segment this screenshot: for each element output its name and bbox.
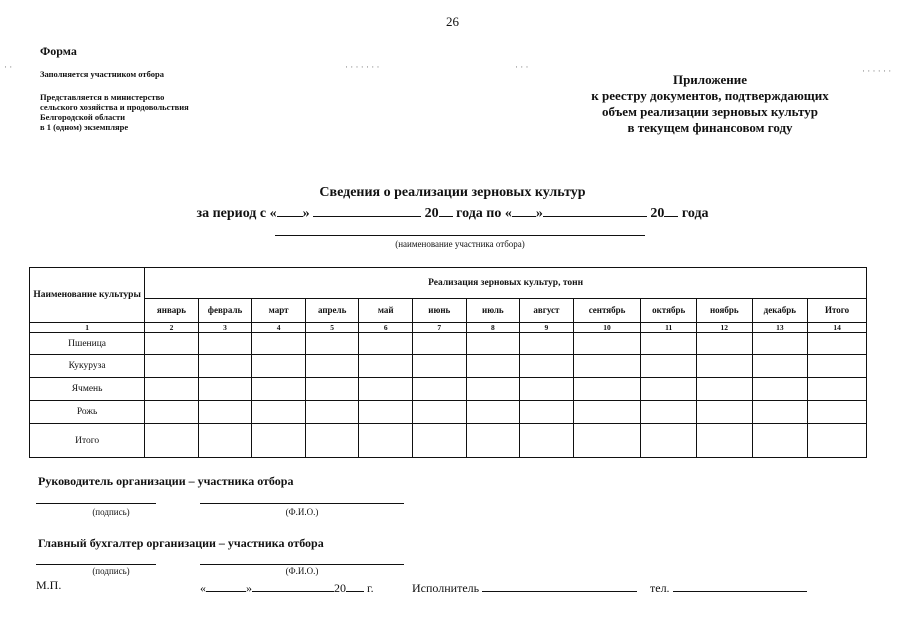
period-text: года по « — [452, 206, 512, 221]
phone-label: тел. — [650, 581, 670, 595]
submitted-line: сельского хозяйства и продовольствия — [40, 102, 189, 112]
scan-dots: · · · · · · — [862, 66, 892, 76]
form-label: Форма — [40, 44, 77, 58]
month-header: июнь — [413, 298, 467, 323]
period-text: 20 — [650, 206, 665, 221]
accountant-signature-line[interactable] — [36, 564, 156, 565]
crop-name: Пшеница — [30, 333, 145, 354]
data-cell[interactable] — [305, 354, 359, 377]
data-cell[interactable] — [696, 424, 752, 458]
month-header: октябрь — [641, 298, 697, 323]
date-text: г. — [364, 581, 374, 595]
year-to-blank[interactable] — [664, 203, 678, 217]
appendix-line: в текущем финансовом году — [627, 120, 793, 135]
appendix-line: объем реализации зерновых культур — [602, 104, 818, 119]
data-cell[interactable] — [808, 400, 867, 423]
month-header: август — [520, 298, 574, 323]
submitted-to-note — [40, 92, 260, 132]
column-number: 13 — [752, 323, 808, 333]
data-cell[interactable] — [359, 378, 413, 400]
month-header: сентябрь — [573, 298, 641, 323]
month-header: апрель — [305, 298, 359, 323]
month-header: март — [252, 298, 306, 323]
data-cell[interactable] — [696, 333, 752, 354]
date-day-blank[interactable] — [206, 578, 246, 592]
data-cell[interactable] — [359, 424, 413, 458]
group-header: Реализация зерновых культур, тонн — [145, 268, 867, 299]
scan-dots: · · — [4, 62, 13, 72]
date-text: » — [246, 581, 252, 595]
data-cell[interactable] — [808, 424, 867, 458]
data-cell[interactable] — [252, 378, 306, 400]
submitted-line: Представляется в министерство — [40, 92, 165, 102]
appendix-line: к реестру документов, подтверждающих — [591, 88, 829, 103]
data-cell[interactable] — [252, 354, 306, 377]
data-cell[interactable] — [573, 378, 641, 400]
data-cell[interactable] — [520, 354, 574, 377]
data-cell[interactable] — [466, 424, 520, 458]
column-number: 8 — [466, 323, 520, 333]
data-cell[interactable] — [145, 378, 199, 400]
data-cell[interactable] — [696, 378, 752, 400]
data-cell[interactable] — [413, 424, 467, 458]
column-number: 10 — [573, 323, 641, 333]
head-signature-title: Руководитель организации – участника отбора — [38, 474, 294, 488]
period-line — [0, 203, 905, 222]
data-cell[interactable] — [466, 378, 520, 400]
column-number: 9 — [520, 323, 574, 333]
column-number: 2 — [145, 323, 199, 333]
month-from-blank[interactable] — [313, 203, 421, 217]
stamp-label: М.П. — [36, 578, 62, 592]
period-text: » — [302, 206, 310, 221]
data-cell[interactable] — [466, 333, 520, 354]
data-cell[interactable] — [573, 333, 641, 354]
crop-name: Итого — [30, 424, 145, 458]
accountant-name-line[interactable] — [200, 564, 404, 565]
period-text: за период с « — [196, 206, 277, 221]
signature-caption: (подпись) — [92, 507, 130, 517]
data-cell[interactable] — [413, 333, 467, 354]
document-title: Сведения о реализации зерновых культур — [319, 185, 586, 200]
scan-dots: · · · · · · · — [345, 62, 380, 72]
data-cell[interactable] — [198, 378, 252, 400]
column-number: 3 — [198, 323, 252, 333]
head-name-line[interactable] — [200, 503, 404, 504]
crop-name: Ячмень — [30, 378, 145, 400]
data-cell[interactable] — [752, 354, 808, 377]
data-cell[interactable] — [145, 400, 199, 423]
date-line — [200, 578, 374, 596]
data-cell[interactable] — [145, 354, 199, 377]
data-cell[interactable] — [466, 354, 520, 377]
column-number: 1 — [30, 323, 145, 333]
column-number: 4 — [252, 323, 306, 333]
data-cell[interactable] — [641, 400, 697, 423]
accountant-signature-title: Главный бухгалтер организации – участника отбора — [38, 536, 324, 550]
crop-name: Кукуруза — [30, 354, 145, 377]
column-number: 7 — [413, 323, 467, 333]
appendix-line: Приложение — [672, 72, 748, 87]
data-cell[interactable] — [520, 400, 574, 423]
executor-blank[interactable] — [482, 578, 637, 592]
crop-name: Рожь — [30, 400, 145, 423]
page-number: 26 — [446, 14, 459, 29]
participant-name-line[interactable] — [275, 235, 645, 236]
data-cell[interactable] — [573, 400, 641, 423]
table-row — [30, 424, 867, 458]
column-number: 12 — [696, 323, 752, 333]
data-cell[interactable] — [696, 400, 752, 423]
scan-dots: · · · — [515, 62, 529, 72]
data-cell[interactable] — [752, 400, 808, 423]
period-text: 20 — [424, 206, 439, 221]
data-cell[interactable] — [305, 424, 359, 458]
data-cell[interactable] — [252, 333, 306, 354]
data-cell[interactable] — [145, 333, 199, 354]
month-to-blank[interactable] — [543, 203, 647, 217]
data-cell[interactable] — [305, 400, 359, 423]
month-header: ноябрь — [696, 298, 752, 323]
column-number: 14 — [808, 323, 867, 333]
data-cell[interactable] — [696, 354, 752, 377]
data-cell[interactable] — [198, 354, 252, 377]
data-cell[interactable] — [641, 354, 697, 377]
data-cell[interactable] — [520, 424, 574, 458]
data-cell[interactable] — [752, 378, 808, 400]
date-year-blank[interactable] — [346, 578, 364, 592]
data-cell[interactable] — [413, 378, 467, 400]
column-number: 5 — [305, 323, 359, 333]
data-cell[interactable] — [520, 378, 574, 400]
executor-label: Исполнитель — [412, 581, 480, 595]
name-caption: (Ф.И.О.) — [285, 507, 319, 517]
phone-blank[interactable] — [673, 578, 807, 592]
submitted-line: в 1 (одном) экземпляре — [40, 122, 129, 132]
data-cell[interactable] — [198, 333, 252, 354]
column-number: 6 — [359, 323, 413, 333]
data-cell[interactable] — [359, 354, 413, 377]
data-cell[interactable] — [466, 400, 520, 423]
data-cell[interactable] — [198, 400, 252, 423]
sales-table — [29, 267, 867, 458]
data-cell[interactable] — [305, 378, 359, 400]
participant-caption: (наименование участника отбора) — [395, 239, 525, 249]
filled-by-note: Заполняется участником отбора — [40, 69, 164, 79]
data-cell[interactable] — [413, 354, 467, 377]
data-cell[interactable] — [252, 424, 306, 458]
data-cell[interactable] — [752, 424, 808, 458]
phone-line — [650, 578, 807, 596]
data-cell[interactable] — [573, 424, 641, 458]
data-cell[interactable] — [641, 333, 697, 354]
data-cell[interactable] — [573, 354, 641, 377]
day-from-blank[interactable] — [277, 203, 303, 217]
month-header: июль — [466, 298, 520, 323]
appendix-heading — [560, 72, 860, 136]
column-number: 11 — [641, 323, 697, 333]
head-signature-line[interactable] — [36, 503, 156, 504]
data-cell[interactable] — [808, 354, 867, 377]
table-row — [30, 354, 867, 377]
data-cell[interactable] — [641, 424, 697, 458]
data-cell[interactable] — [305, 333, 359, 354]
data-cell[interactable] — [198, 424, 252, 458]
executor-line — [412, 578, 637, 596]
data-cell[interactable] — [808, 333, 867, 354]
date-text: « — [200, 581, 206, 595]
submitted-line: Белгородской области — [40, 112, 126, 122]
day-to-blank[interactable] — [512, 203, 536, 217]
signature-caption: (подпись) — [92, 566, 130, 576]
month-header: май — [359, 298, 413, 323]
data-cell[interactable] — [808, 378, 867, 400]
month-header: январь — [145, 298, 199, 323]
month-header: Итого — [808, 298, 867, 323]
data-cell[interactable] — [252, 400, 306, 423]
date-month-blank[interactable] — [252, 578, 334, 592]
data-cell[interactable] — [641, 378, 697, 400]
year-from-blank[interactable] — [439, 203, 453, 217]
month-header: февраль — [198, 298, 252, 323]
data-cell[interactable] — [145, 424, 199, 458]
table-row — [30, 333, 867, 354]
month-header: декабрь — [752, 298, 808, 323]
data-cell[interactable] — [359, 400, 413, 423]
table-row — [30, 400, 867, 423]
crop-header: Наименование культуры — [30, 268, 145, 323]
period-text: » — [535, 206, 543, 221]
table-row — [30, 378, 867, 400]
data-cell[interactable] — [752, 333, 808, 354]
date-text: 20 — [334, 581, 346, 595]
name-caption: (Ф.И.О.) — [285, 566, 319, 576]
period-text: года — [678, 206, 709, 221]
data-cell[interactable] — [359, 333, 413, 354]
data-cell[interactable] — [413, 400, 467, 423]
data-cell[interactable] — [520, 333, 574, 354]
